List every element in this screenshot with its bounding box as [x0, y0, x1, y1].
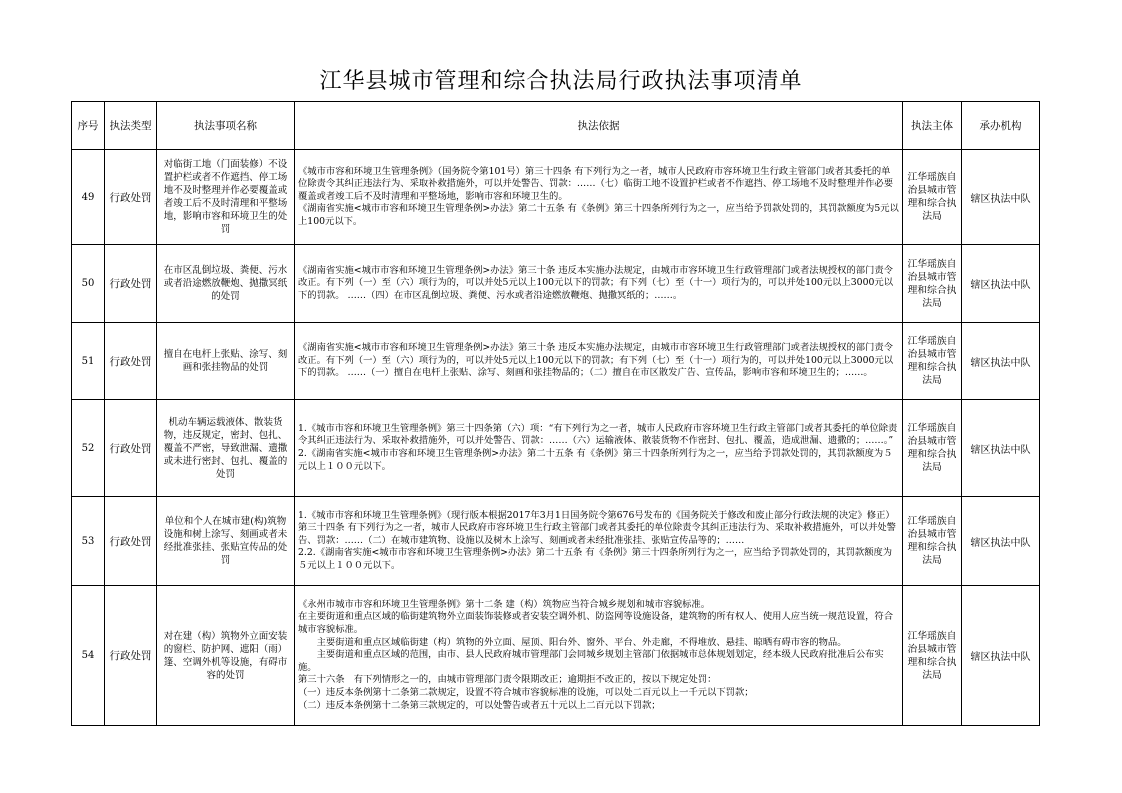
row-no: 51: [72, 323, 105, 400]
basis-para: 《湖南省实施<城市市容和环境卫生管理条例>办法》第三十条 违反本实施办法规定，由城市市容环境卫生行政管理部门或者法规授权的部门责令改正。有下列（一）至（六）项行为的，可以并处5元以上100元以下的罚款；有下列（七）至（十一）项行为的，可以并处100元以上3000元以下的罚款。 ……（四）在市区乱倒垃圾、粪便、污水或者沿途燃放鞭炮、抛撒冥纸的；……。: [298, 264, 893, 301]
row-subject: 江华瑶族自治县城市管理和综合执法局: [903, 586, 962, 726]
page-title: 江华县城市管理和综合执法局行政执法事项清单: [319, 69, 803, 94]
table-row: [72, 323, 1040, 400]
row-basis: [295, 497, 903, 586]
header-org: 承办机构: [962, 102, 1040, 150]
row-no: 49: [72, 150, 105, 245]
row-basis: [295, 586, 903, 726]
row-subject: 江华瑶族自治县城市管理和综合执法局: [903, 400, 962, 497]
row-org: 辖区执法中队: [962, 497, 1040, 586]
row-subject: 江华瑶族自治县城市管理和综合执法局: [903, 497, 962, 586]
basis-para: 《湖南省实施<城市市容和环境卫生管理条例>办法》第二十五条 有《条例》第三十四条所列行为之一，应当给予罚款处罚的，其罚款额度为5元以上100元以下。: [298, 203, 899, 227]
row-name: 机动车辆运载液体、散装货物，违反规定，密封、包扎、覆盖不严密，导致泄漏、遗撒或未进行密封、包扎、覆盖的处罚: [157, 400, 295, 497]
row-type: 行政处罚: [105, 245, 157, 323]
basis-para: 《城市市容和环境卫生管理条例》（国务院令第101号）第三十四条 有下列行为之一者，城市人民政府市容环境卫生行政主管部门或者其委托的单位除责令其纠正违法行为、采取补救措施外，可以并处警告、罚款：……（七）临街工地不设置护栏或者不作遮挡、停工场地不及时整理并作必要覆盖或者竣工后不及时清理和平整场地，影响市容和环境卫生的。: [298, 165, 894, 202]
basis-para: 在主要街道和重点区域的临街建筑物外立面装饰装修或者安装空调外机、防盗网等设施设备，建筑物的所有权人、使用人应当统一规范设置，符合城市容貌标准。: [298, 611, 894, 636]
table-row: [72, 400, 1040, 497]
enforcement-items-table: [71, 101, 1040, 726]
basis-para: 2.《湖南省实施<城市市容和环境卫生管理条例>办法》第二十五条 有《条例》第三十四条所列行为之一，应当给予罚款处罚的，其罚款额度为５元以上１００元以下。: [298, 448, 893, 472]
row-basis: [295, 400, 903, 497]
row-basis: [295, 245, 903, 323]
row-no: 52: [72, 400, 105, 497]
row-org: 辖区执法中队: [962, 150, 1040, 245]
header-name: 执法事项名称: [157, 102, 295, 150]
basis-para: 第三十六条 有下列情形之一的，由城市管理部门责令限期改正；逾期拒不改正的，按以下规定处罚：: [298, 674, 717, 686]
table-header-row: [72, 102, 1040, 150]
row-name: 对在建（构）筑物外立面安装的窗栏、防护网、遮阳（雨）篷、空调外机等设施，有碍市容的处罚: [157, 586, 295, 726]
row-type: 行政处罚: [105, 497, 157, 586]
row-org: 辖区执法中队: [962, 245, 1040, 323]
row-org: 辖区执法中队: [962, 586, 1040, 726]
row-subject: 江华瑶族自治县城市管理和综合执法局: [903, 245, 962, 323]
table-row: [72, 245, 1040, 323]
basis-para: 主要街道和重点区域的范围，由市、县人民政府城市管理部门会同城乡规划主管部门依据城市总体规划划定，经本级人民政府批准后公布实施。: [298, 649, 884, 673]
table-row: [72, 150, 1040, 245]
table-row: [72, 586, 1040, 726]
row-name: 擅自在电杆上张贴、涂写、刻画和张挂物品的处罚: [157, 323, 295, 400]
row-org: 辖区执法中队: [962, 323, 1040, 400]
row-type: 行政处罚: [105, 586, 157, 726]
header-basis: 执法依据: [295, 102, 903, 150]
header-no: 序号: [72, 102, 105, 150]
row-basis: [295, 323, 903, 400]
row-type: 行政处罚: [105, 150, 157, 245]
row-org: 辖区执法中队: [962, 400, 1040, 497]
row-subject: 江华瑶族自治县城市管理和综合执法局: [903, 150, 962, 245]
row-no: 53: [72, 497, 105, 586]
basis-para: 1.《城市市容和环境卫生管理条例》（现行版本根据2017年3月1日国务院令第676号发布的《国务院关于修改和废止部分行政法规的决定》修正）第三十四条 有下列行为之一者，城市人民政府市容环境卫生行政主管部门或者其委托的单位除责令其纠正违法行为、采取补救措施外，可以并处警告、罚款：……（二）在城市建筑物、设施以及树木上涂写、刻画或者未经批准张挂、张贴宣传品等的；……: [298, 509, 896, 546]
basis-para: 《湖南省实施<城市市容和环境卫生管理条例>办法》第三十条 违反本实施办法规定，由城市市容环境卫生行政管理部门或者法规授权的部门责令改正。有下列（一）至（六）项行为的，可以并处5元以上100元以下的罚款；有下列（七）至（十一）项行为的，可以并处100元以上3000元以下的罚款。 ……（一）擅自在电杆上张贴、涂写、刻画和张挂物品的；（二）擅自在市区散发广告、宣传品，影响市容和环境卫生的；……。: [298, 342, 893, 379]
row-no: 50: [72, 245, 105, 323]
header-type: 执法类型: [105, 102, 157, 150]
row-name: 在市区乱倒垃圾、粪便、污水或者沿途燃放鞭炮、抛撒冥纸的处罚: [157, 245, 295, 323]
row-type: 行政处罚: [105, 400, 157, 497]
row-type: 行政处罚: [105, 323, 157, 400]
basis-para: 主要街道和重点区域临街建（构）筑物的外立面、屋顶、阳台外、窗外、平台、外走廊，不得堆放、悬挂、晾晒有碍市容的物品。: [298, 636, 847, 648]
basis-para: 《永州市城市市容和环境卫生管理条例》第十二条 建（构）筑物应当符合城乡规划和城市容貌标准。: [298, 598, 711, 610]
header-subject: 执法主体: [903, 102, 962, 150]
table-row: [72, 497, 1040, 586]
basis-para: （一）违反本条例第十二条第二款规定，设置不符合城市容貌标准的设施，可以处二百元以上一千元以下罚款；: [298, 686, 754, 698]
row-basis: [295, 150, 903, 245]
basis-para: （二）违反本条例第十二条第三款规定的，可以处警告或者五十元以上二百元以下罚款；: [298, 699, 661, 711]
basis-para: 1.《城市市容和环境卫生管理条例》第三十四条第（六）项：“有下列行为之一者，城市人民政府市容环境卫生行政主管部门或者其委托的单位除责令其纠正违法行为、采取补救措施外，可以并处警告、罚款：……（六）运输液体、散装货物不作密封、包扎、覆盖，造成泄漏、遗撒的；……。”: [298, 422, 898, 447]
basis-para: 2.2.《湖南省实施<城市市容和环境卫生管理条例>办法》第二十五条 有《条例》第三十四条所列行为之一，应当给予罚款处罚的，其罚款额度为５元以上１００元以下。: [298, 547, 893, 571]
row-name: 单位和个人在城市建(构)筑物设施和树上涂写、刻画或者未经批准张挂、张贴宣传品的处罚: [157, 497, 295, 586]
row-no: 54: [72, 586, 105, 726]
row-subject: 江华瑶族自治县城市管理和综合执法局: [903, 323, 962, 400]
row-name: 对临街工地（门面装修）不设置护栏或者不作遮挡、停工场地不及时整理并作必要覆盖或者竣工后不及时清理和平整场地，影响市容和环境卫生的处罚: [157, 150, 295, 245]
